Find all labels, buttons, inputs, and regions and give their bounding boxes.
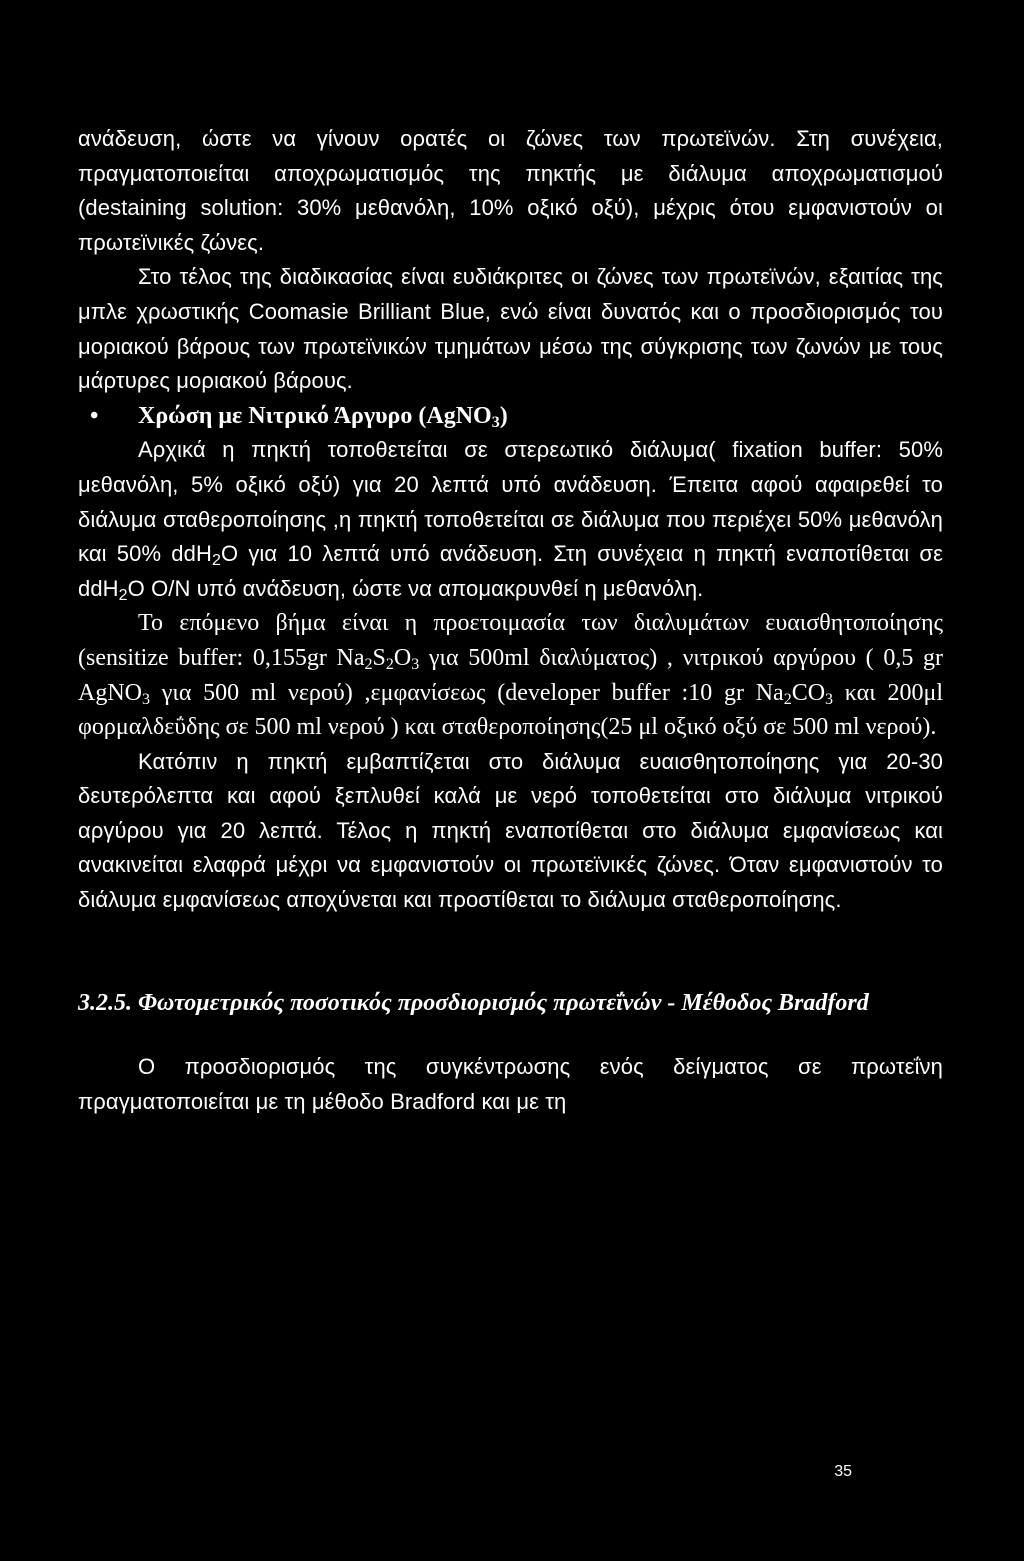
page-number: 35 bbox=[834, 1463, 852, 1480]
solutions-text-4: για 500ml διαλύματος) , νιτρικού αργύρου ( 0,5 gr AgNO bbox=[78, 644, 943, 706]
solutions-sub-6: 3 bbox=[825, 690, 834, 708]
bullet-icon: • bbox=[78, 402, 99, 429]
solutions-text-3: O bbox=[393, 644, 412, 671]
bullet-heading-suffix: ) bbox=[499, 402, 508, 429]
bullet-heading-text: Χρώση με Νιτρικό Άργυρο (AgNO bbox=[138, 402, 492, 429]
fixation-text-b: O για 10 λεπτά υπό ανάδευση. Στη συνέχεια η πηκτή εναποτίθεται σε ddH bbox=[78, 541, 943, 601]
solutions-sub-5: 2 bbox=[783, 690, 792, 708]
paragraph-coomassie: Στο τέλος της διαδικασίας είναι ευδιάκριτες οι ζώνες των πρωτεϊνών, εξαιτίας της μπλε χρωστικής Coomasie Brilliant Blue, ενώ είναι δυνατός και ο προσδιορισμός του μοριακού βάρους των πρωτεϊνικών τμημάτων μέσω της σύγκρισης των ζωνών με τους μάρτυρες μοριακού βάρους. bbox=[78, 264, 943, 394]
solutions-text-1: Το επόμενο βήμα είναι η προετοιμασία των διαλυμάτων ευαισθητοποίησης (sensitize buffer: 0,155gr Na bbox=[78, 610, 943, 671]
fixation-sub-1: 2 bbox=[211, 552, 221, 570]
solutions-sub-3: 3 bbox=[411, 655, 420, 673]
section-number: 3.2.5. bbox=[78, 989, 132, 1016]
solutions-text-2: S bbox=[372, 644, 386, 671]
paragraph-procedure: Κατόπιν η πηκτή εμβαπτίζεται στο διάλυμα ευαισθητοποίησης για 20-30 δευτερόλεπτα και αφού ξεπλυθεί καλά με νερό τοποθετείται στο διάλυμα νιτρικού αργύρου για 20 λεπτά. Τέλος η πηκτή εναποτίθεται στο διάλυμα εμφανίσεως και ανακινείται ελαφρά μέχρι να εμφανιστούν οι πρωτεϊνικές ζώνες. Όταν εμφανιστούν το διάλυμα εμφανίσεως αποχύνεται και προστίθεται το διάλυμα σταθεροποίησης. bbox=[78, 748, 943, 913]
paragraph-solutions bbox=[78, 606, 943, 744]
section-title: Φωτομετρικός ποσοτικός προσδιορισμός πρωτεΐνών - Μέθοδος Bradford bbox=[138, 989, 869, 1016]
solutions-sub-1: 2 bbox=[364, 655, 373, 673]
bullet-heading-silver-staining bbox=[78, 399, 943, 434]
section-spacer bbox=[78, 918, 943, 986]
document-page bbox=[78, 122, 943, 1119]
solutions-text-7: και 200μl φορμαλδεΰδης σε 500 ml νερού ) και σταθεροποίησης(25 μl οξικό οξύ σε 500 ml νερού). bbox=[78, 679, 943, 741]
fixation-text-c: O O/N υπό ανάδευση, ώστε να απομακρυνθεί η μεθανόλη. bbox=[127, 575, 704, 601]
paragraph-destaining: ανάδευση, ώστε να γίνουν ορατές οι ζώνες των πρωτεϊνών. Στη συνέχεια, πραγματοποιείται αποχρωματισμός της πηκτής με διάλυμα αποχρωματισμού (destaining solution: 30% μεθανόλη, 10% οξικό οξύ), μέχρις ότου εμφανιστούν οι πρωτεϊνικές ζώνες. bbox=[78, 126, 943, 255]
paragraph-fixation bbox=[78, 433, 943, 606]
paragraph-bradford: Ο προσδιορισμός της συγκέντρωσης ενός δείγματος σε πρωτεΐνη πραγματοποιείται με τη μέθοδο Bradford και με τη bbox=[78, 1054, 943, 1114]
solutions-sub-2: 2 bbox=[385, 655, 394, 673]
solutions-sub-4: 3 bbox=[142, 690, 150, 708]
fixation-text-a: Αρχικά η πηκτή τοποθετείται σε στερεωτικό διάλυμα( fixation buffer: 50% μεθανόλη, 5% οξικό οξύ) για 20 λεπτά υπό ανάδευση. Έπειτα αφού αφαιρεθεί το διάλυμα σταθεροποίησης ,η πηκτή τοποθετείται σε διάλυμα που περιέχει 50% μεθανόλη και 50% ddH bbox=[78, 437, 943, 567]
bullet-heading-subscript: 3 bbox=[491, 413, 500, 431]
solutions-text-5: για 500 ml νερού) ,εμφανίσεως (developer buffer :10 gr Na bbox=[150, 679, 784, 706]
solutions-text-6: CO bbox=[791, 679, 826, 706]
section-heading bbox=[78, 986, 943, 1021]
fixation-sub-2: 2 bbox=[118, 586, 128, 604]
